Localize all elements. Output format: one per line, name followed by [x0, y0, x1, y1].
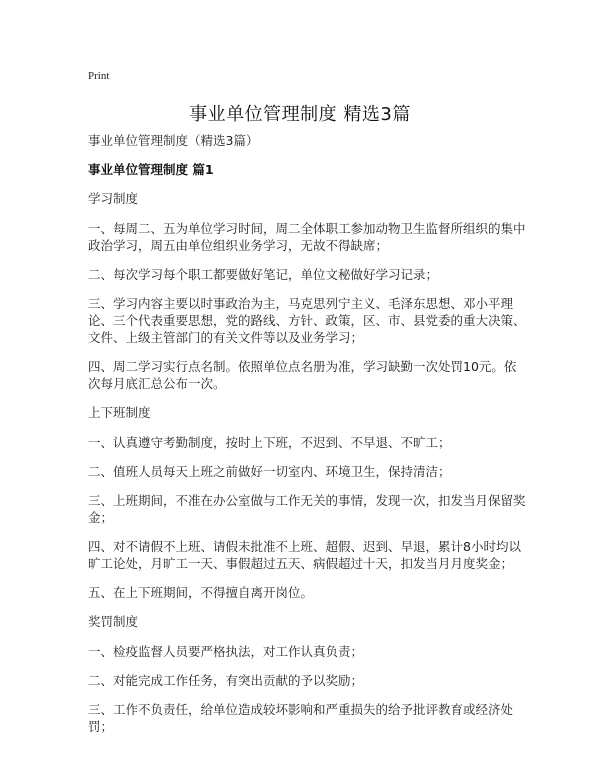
section-heading-rewards-penalties: 奖罚制度 [88, 614, 139, 629]
document-title: 事业单位管理制度 精选3篇 [189, 104, 411, 125]
section-heading-study: 学习制度 [88, 191, 139, 206]
paragraph: 二、每次学习每个职工都要做好笔记，单位文秘做好学习记录； [88, 267, 439, 282]
paragraph: 四、周二学习实行点名制。依照单位点名册为准，学习缺勤一次处罚10元。依次每月底汇总公布一次。 [88, 359, 517, 391]
paragraph: 五、在上下班期间，不得擅自离开岗位。 [88, 585, 314, 600]
paragraph: 二、对能完成工作任务，有突出贡献的予以奖励； [88, 673, 364, 688]
paragraph: 一、认真遵守考勤制度，按时上下班，不迟到、不早退、不旷工； [88, 435, 451, 450]
paragraph: 三、上班期间，不准在办公室做与工作无关的事情，发现一次，扣发当月保留奖金； [88, 493, 526, 525]
paragraph: 一、检疫监督人员要严格执法，对工作认真负责； [88, 644, 364, 659]
section-heading-attendance: 上下班制度 [88, 405, 151, 420]
article-heading: 事业单位管理制度 篇1 [88, 162, 214, 177]
paragraph: 三、学习内容主要以时事政治为主，马克思列宁主义、毛泽东思想、邓小平理论、三个代表重要思想，党的路线、方针、政策，区、市、县党委的重大决策、文件、上级主管部门的有关文件等以及业务学习； [88, 296, 526, 345]
paragraph: 四、对不请假不上班、请假未批准不上班、超假、迟到、早退，累计8小时均以旷工论处，月旷工一天、事假超过五天、病假超过十天，扣发当月月度奖金； [88, 539, 521, 571]
paragraph: 二、值班人员每天上班之前做好一切室内、环境卫生，保持清洁； [88, 464, 451, 479]
paragraph: 三、工作不负责任，给单位造成较坏影响和严重损失的给予批评教育或经济处罚； [88, 702, 514, 734]
print-label: Print [88, 70, 110, 82]
document-body [88, 132, 528, 747]
paragraph: 一、每周二、五为单位学习时间，周二全体职工参加动物卫生监督所组织的集中政治学习，周五由单位组织业务学习，无故不得缺席； [88, 221, 526, 253]
document-subtitle: 事业单位管理制度（精选3篇） [88, 133, 259, 148]
